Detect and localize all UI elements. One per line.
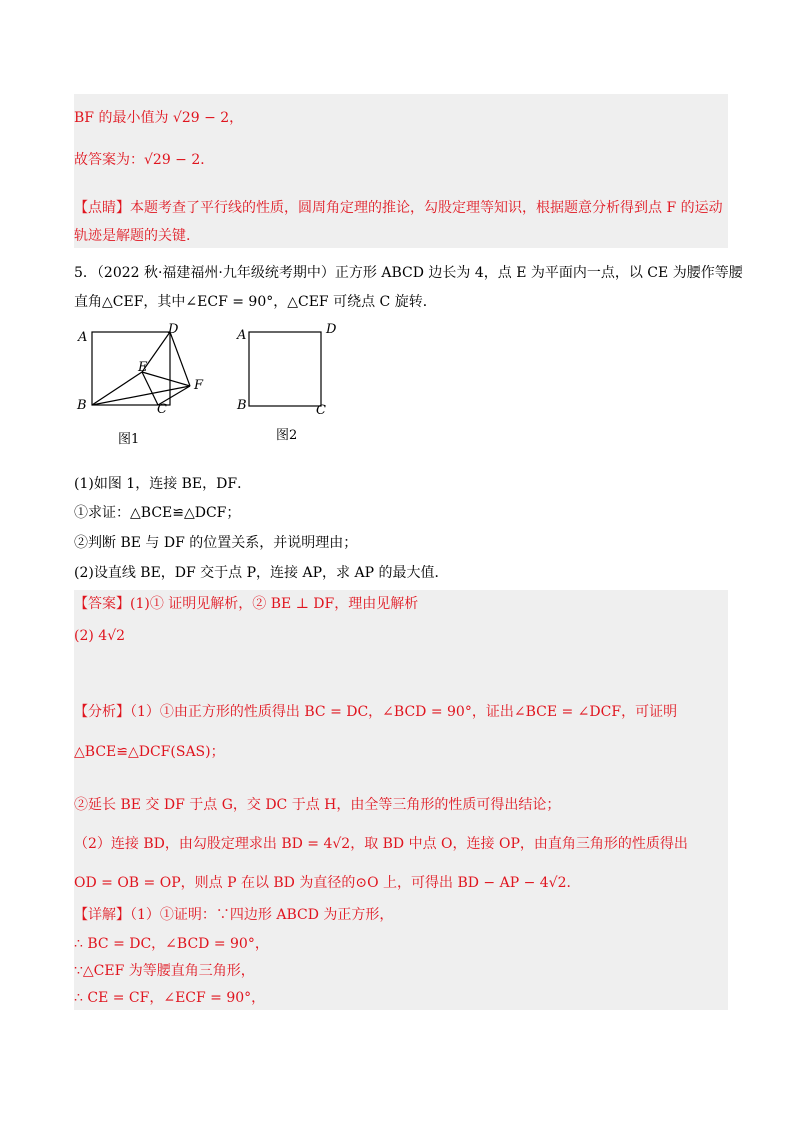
analysis-line-3: ②延长 BE 交 DF 于点 G，交 DC 于点 H，由全等三角形的性质可得出结论； — [74, 797, 561, 813]
fig1-label-d: D — [168, 322, 179, 337]
comment-text: 本题考查了平行线的性质，圆周角定理的推论，勾股定理等知识，根据题意分析得到点 F 的运动 — [130, 200, 723, 216]
fig1-label-e: E — [138, 360, 148, 375]
fig2-label-c: C — [316, 403, 326, 418]
comment-label: 【点睛】 — [74, 200, 130, 216]
detail-line-1: 【详解】（1）①证明：∵四边形 ABCD 为正方形， — [74, 907, 394, 923]
fig2-label-d: D — [326, 322, 337, 337]
q2-line: (2)设直线 BE，DF 交于点 P，连接 AP，求 AP 的最大值． — [74, 565, 449, 581]
answer-line-2: (2) 4√2 — [74, 628, 126, 644]
problem-line-2: 直角△CEF，其中∠ECF = 90°，△CEF 可绕点 C 旋转． — [74, 294, 437, 310]
detail-line-3: ∵△CEF 为等腰直角三角形， — [74, 963, 255, 979]
analysis-line-1: 【分析】（1）①由正方形的性质得出 BC = DC，∠BCD = 90°，证出∠BCE = ∠DCF，可证明 — [74, 704, 678, 720]
fig1-label-f: F — [194, 378, 204, 393]
figure-1 — [70, 320, 220, 430]
detail-line-2: ∴ BC = DC，∠BCD = 90°， — [74, 936, 269, 952]
analysis-line-5: OD = OB = OP，则点 P 在以 BD 为直径的⊙O 上，可得出 BD − AP − 4√2． — [74, 875, 581, 891]
problem-line-1: 5．（2022 秋·福建福州·九年级统考期中）正方形 ABCD 边长为 4，点 E 为平面内一点，以 CE 为腰作等腰 — [74, 265, 743, 281]
answer-is-line: 故答案为：√29 − 2． — [74, 152, 215, 168]
comment-line — [74, 198, 723, 218]
analysis-line-2: △BCE≌△DCF(SAS)； — [74, 744, 225, 760]
fig2-label-a: A — [237, 328, 247, 343]
q1-line: (1)如图 1，连接 BE，DF． — [74, 476, 252, 492]
q1a-line: ①求证：△BCE≌△DCF； — [74, 505, 241, 521]
analysis-line-4: （2）连接 BD，由勾股定理求出 BD = 4√2，取 BD 中点 O，连接 OP，由直角三角形的性质得出 — [74, 836, 688, 852]
fig2-label-b: B — [237, 398, 247, 413]
fig2-caption: 图2 — [276, 428, 298, 443]
fig1-label-b: B — [77, 398, 87, 413]
answer-line-1: 【答案】(1)① 证明见解析，② BE ⊥ DF，理由见解析 — [74, 596, 419, 612]
fig1-caption: 图1 — [118, 432, 140, 447]
detail-line-4: ∴ CE = CF，∠ECF = 90°， — [74, 990, 266, 1006]
fig1-label-c: C — [157, 402, 167, 417]
comment-line-2: 轨迹是解题的关键. — [74, 228, 191, 244]
q1b-line: ②判断 BE 与 DF 的位置关系，并说明理由； — [74, 535, 358, 551]
fig1-label-a: A — [78, 330, 88, 345]
bf-min-line: BF 的最小值为 √29 − 2， — [74, 110, 244, 126]
